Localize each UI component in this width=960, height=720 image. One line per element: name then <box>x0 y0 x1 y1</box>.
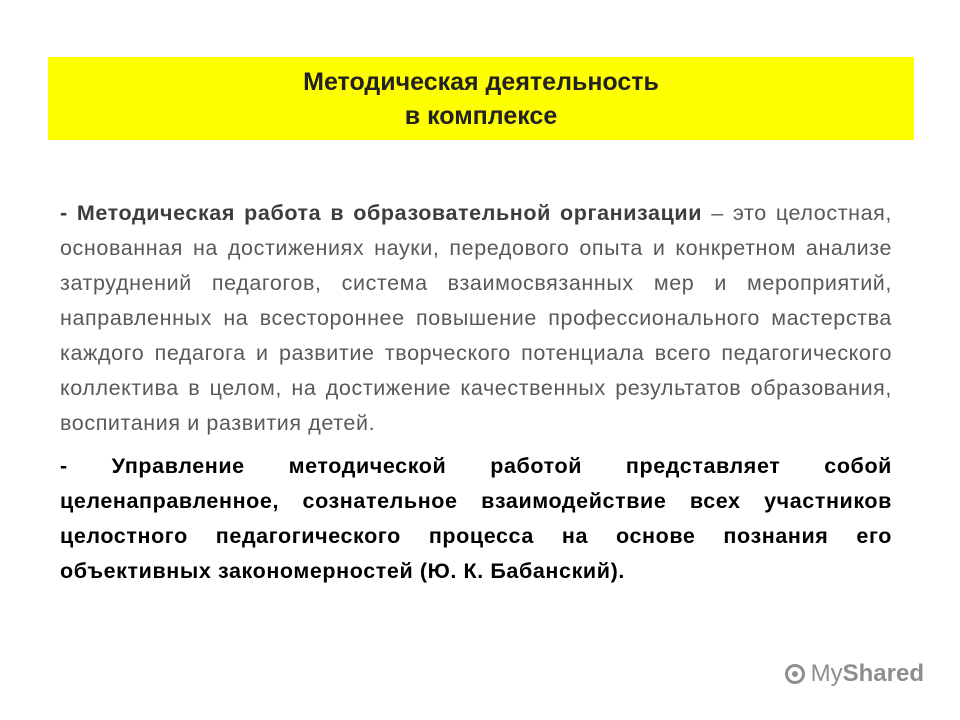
title-banner <box>48 57 914 140</box>
slide-title-line-1: Методическая деятельность <box>303 67 659 96</box>
management-paragraph: - Управление методической работой представляет собой целенаправленное, сознательное взаимодействие всех участников целостного педагогического процесса на основе познания его объективных закономерностей (Ю. К. Бабанский). <box>60 454 892 583</box>
slide-body <box>60 196 892 589</box>
myshared-watermark <box>785 660 924 688</box>
definition-paragraph <box>60 196 892 441</box>
definition-term: - Методическая работа в образовательной организации <box>60 201 703 225</box>
myshared-logo-icon <box>785 664 805 684</box>
watermark-brand: MyShared <box>810 660 924 687</box>
definition-text: – это целостная, основанная на достижениях науки, передового опыта и конкретном анализе затруднений педагогов, система взаимосвязанных мер и мероприятий, направленных на всестороннее повышение профессионального мастерства каждого педагога и развитие творческого потенциала всего педагогического коллектива в целом, на достижение качественных результатов образования, воспитания и развития детей. <box>60 201 892 435</box>
slide-title-line-2: в комплексе <box>404 101 558 130</box>
